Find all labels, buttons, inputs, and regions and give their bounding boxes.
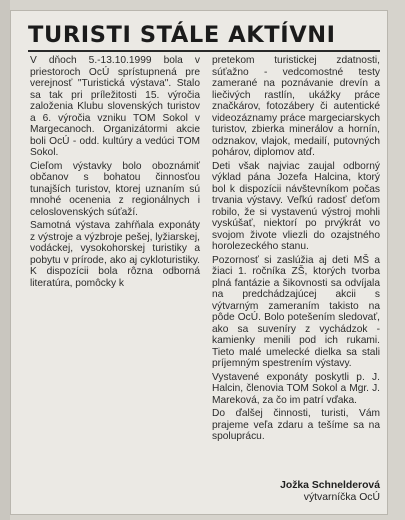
paragraph: V dňoch 5.-13.10.1999 bola v priestoroch OcÚ sprístupnená pre verejnosť "Turistická výstava". Stalo sa tak pri príležitosti 15. výročia založenia Klubu slovenských turistov a 6. výročia vzniku TOM Sokol v Margecanoch. Organizátormi akcie boli OcÚ - odd. kultúry a vedúci TOM Sokol. (30, 55, 200, 158)
headline-rule (28, 50, 380, 52)
paragraph: Vystavené exponáty poskytli p. J. Halcin, členovia TOM Sokol a Mgr. J. Mareková, za čo im patrí vďaka. (212, 371, 380, 406)
author-role: výtvarníčka OcÚ (303, 492, 380, 503)
paragraph: Cieľom výstavky bolo oboznámiť občanov s bohatou činnosťou tunajších turistov, ktorej uznaním sú mnohé ocenenia z regionálnych i celoslovenských súťaží. (30, 160, 200, 218)
background-edge (0, 0, 10, 520)
paragraph: Samotná výstava zahŕňala exponáty z výstroje a výzbroje pešej, lyžiarskej, vodáckej, vysokohorskej turistiky a pobytu v prírode, ako aj cykloturistiky. K dispozícii bola rôzna odborná literatúra, pomôcky k (30, 220, 200, 289)
author-signature (212, 480, 380, 504)
article-headline: TURISTI STÁLE AKTÍVNI (28, 22, 336, 48)
paragraph: Pozornosť si zaslúžia aj deti MŠ a žiaci 1. ročníka ZŠ, ktorých tvorba plná fantázie a šikovnosti sa odvíjala na predchádzajúcej akcii s výtvarným zameraním takisto na pôde OcÚ. Bolo potešením sledovať, ako sa suveníry z vychádzok - kamienky menili pod ich rukami. Tieto malé umelecké dielka sa stali príjemným spestrením výstavy. (212, 254, 380, 369)
paragraph: Deti však najviac zaujal odborný výklad pána Jozefa Halcina, ktorý bol k dispozícii návštevníkom počas trvania výstavy. Veľkú radosť deťom robilo, že si vystavenú výstroj mohli vyskúšať, niektorí po prvýkrát vo svojom živote vliezli do ozajstného horolezeckého stanu. (212, 160, 380, 252)
article-column-right (212, 55, 380, 443)
paragraph: pretekom turistickej zdatnosti, súťažno - vedcomostné testy zamerané na poznávanie drevín a liečivých rastlín, ukážky práce značkárov, fotozábery či autentické videozáznamy práce margeciarskych turistov, zbierka minerálov a hornín, odznakov, vlajok, medailí, putovných pohárov, diplomov atď. (212, 55, 380, 158)
article-column-left (30, 55, 200, 289)
author-name: Jožka Schnelderová (280, 480, 380, 491)
paragraph: Do ďalšej činnosti, turisti, Vám prajeme veľa zdaru a tešíme sa na spoluprácu. (212, 408, 380, 442)
